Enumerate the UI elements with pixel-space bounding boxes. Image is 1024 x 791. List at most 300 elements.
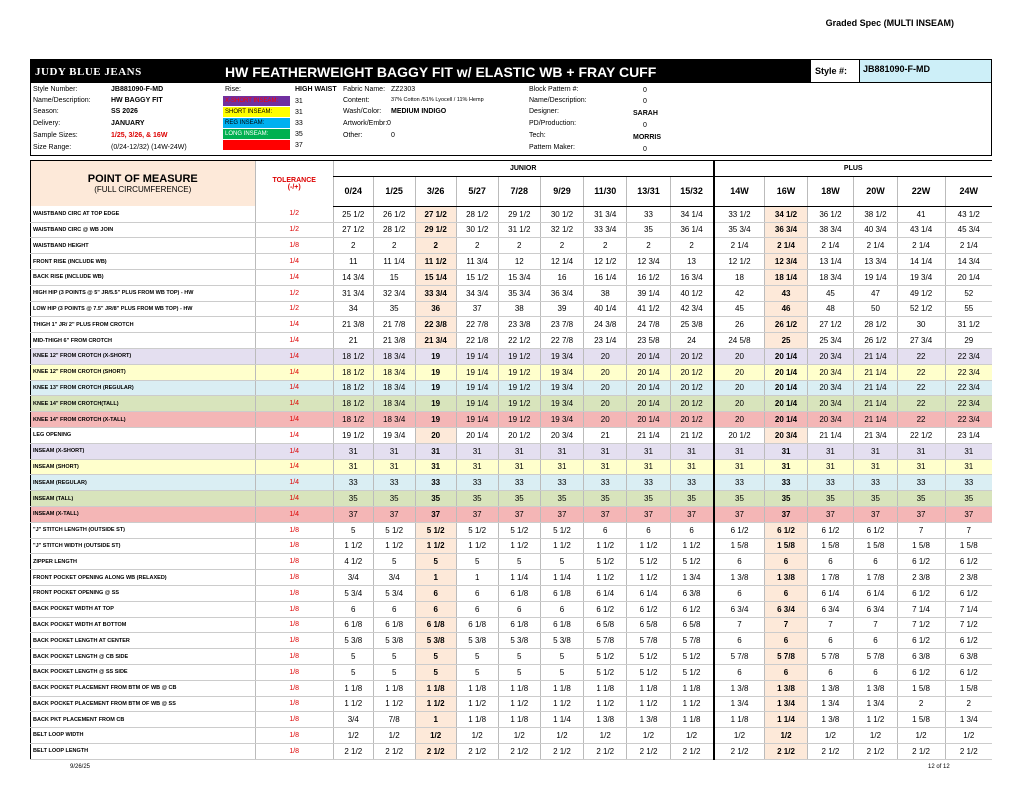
size-value: 23 1/4 [945, 427, 992, 443]
size-value: 20 3/4 [807, 380, 854, 396]
size-value: 35 [945, 491, 992, 507]
size-value: 6 1/4 [584, 585, 627, 601]
size-value: 20 1/4 [627, 364, 670, 380]
size-value: 1/2 [415, 728, 456, 744]
size-value: 1/2 [807, 728, 854, 744]
size-value: 39 [540, 301, 583, 317]
pom-name: BACK POCKET PLACEMENT FROM BTM OF WB @ CB [31, 680, 256, 696]
size-value: 19 1/4 [854, 269, 897, 285]
size-value: 32 3/4 [373, 285, 415, 301]
size-value: 2 [456, 238, 498, 254]
size-value: 2 [584, 238, 627, 254]
size-value: 25 3/4 [807, 333, 854, 349]
size-value: 36 1/2 [807, 206, 854, 222]
size-value: 19 1/2 [498, 348, 540, 364]
size-value: 35 [373, 491, 415, 507]
info-value: 0 [387, 120, 391, 127]
size-value: 6 1/4 [627, 585, 670, 601]
size-value: 5 1/2 [670, 664, 713, 680]
size-value: 38 [584, 285, 627, 301]
size-value: 1 1/2 [854, 712, 897, 728]
size-value: 37 [945, 506, 992, 522]
size-value: 1 1/2 [584, 696, 627, 712]
info-value: 0 [643, 98, 647, 105]
size-value: 33 [627, 475, 670, 491]
size-value: 6 [854, 664, 897, 680]
size-value: 1 1/2 [333, 696, 373, 712]
size-value: 6 [807, 633, 854, 649]
size-value: 2 3/8 [897, 570, 945, 586]
size-value: 20 1/2 [670, 364, 713, 380]
inseam-label: REG INSEAM: [223, 118, 290, 128]
size-value: 6 1/8 [498, 585, 540, 601]
info-label: Fabric Name: [343, 86, 386, 93]
size-value: 14 3/4 [945, 254, 992, 270]
size-value: 24 [670, 333, 713, 349]
size-value: 31 [670, 459, 713, 475]
size-value: 20 [584, 364, 627, 380]
size-value: 1/2 [714, 728, 765, 744]
pom-name: ZIPPER LENGTH [31, 554, 256, 570]
size-value: 20 [415, 427, 456, 443]
size-value: 22 3/4 [945, 412, 992, 428]
size-value: 20 1/2 [670, 348, 713, 364]
size-value: 15 1/4 [415, 269, 456, 285]
measurement-row [31, 317, 993, 333]
size-value: 7 [765, 617, 807, 633]
size-value: 1 3/8 [765, 570, 807, 586]
size-value: 19 [415, 380, 456, 396]
size-value: 29 1/2 [498, 206, 540, 222]
size-value: 1 1/2 [627, 570, 670, 586]
size-value: 33 [670, 475, 713, 491]
measurement-row [31, 333, 993, 349]
measurement-row [31, 570, 993, 586]
size-value: 20 1/4 [627, 348, 670, 364]
size-value: 11 [333, 254, 373, 270]
size-value: 1 1/2 [415, 538, 456, 554]
size-value: 6 [373, 601, 415, 617]
size-value: 6 [540, 601, 583, 617]
size-value: 6 5/8 [584, 617, 627, 633]
info-value: MORRIS [633, 134, 661, 141]
size-value: 5 [456, 649, 498, 665]
size-value: 36 3/4 [765, 222, 807, 238]
info-block [30, 83, 992, 156]
size-value: 5 [333, 522, 373, 538]
info-value: 0 [643, 122, 647, 129]
size-value: 20 [714, 396, 765, 412]
size-value: 1/2 [897, 728, 945, 744]
size-value: 30 1/2 [456, 222, 498, 238]
measurement-row [31, 696, 993, 712]
size-value: 26 1/2 [854, 333, 897, 349]
size-value: 19 3/4 [373, 427, 415, 443]
measurement-row [31, 443, 993, 459]
size-value: 1 [415, 570, 456, 586]
size-header: 14W [714, 176, 765, 206]
style-number-value: JB881090-F-MD [860, 60, 991, 82]
size-value: 31 3/4 [333, 285, 373, 301]
size-value: 14 3/4 [333, 269, 373, 285]
size-value: 30 1/2 [540, 206, 583, 222]
tolerance-value: 1/4 [255, 443, 333, 459]
tolerance-value: 1/8 [255, 649, 333, 665]
size-value: 5 1/2 [584, 664, 627, 680]
pom-name: HIGH HIP (3 POINTS @ 5" JR/5.5" PLUS FROM WB TOP) - HW [31, 285, 256, 301]
size-value: 1 3/8 [854, 680, 897, 696]
size-value: 25 3/8 [670, 317, 713, 333]
size-value: 31 [540, 443, 583, 459]
size-value: 6 1/2 [945, 664, 992, 680]
size-value: 20 1/2 [714, 427, 765, 443]
size-value: 33 1/2 [714, 206, 765, 222]
size-value: 35 [807, 491, 854, 507]
size-value: 52 1/2 [897, 301, 945, 317]
info-label: Name/Description: [529, 97, 587, 104]
size-value: 6 3/8 [945, 649, 992, 665]
size-value: 5 [456, 664, 498, 680]
size-value: 21 3/4 [854, 427, 897, 443]
size-value: 22 3/4 [945, 348, 992, 364]
size-value: 6 1/8 [456, 617, 498, 633]
size-value: 15 [373, 269, 415, 285]
size-value: 6 1/4 [807, 585, 854, 601]
measurement-row [31, 554, 993, 570]
size-value: 11 1/4 [373, 254, 415, 270]
size-value: 1 7/8 [807, 570, 854, 586]
size-value: 37 [897, 506, 945, 522]
size-value: 19 1/4 [456, 380, 498, 396]
size-value: 1 3/4 [854, 696, 897, 712]
size-value: 20 1/4 [627, 380, 670, 396]
size-value: 11 3/4 [456, 254, 498, 270]
size-value: 38 1/2 [854, 206, 897, 222]
size-value: 21 3/4 [415, 333, 456, 349]
size-value: 6 1/2 [807, 522, 854, 538]
size-value: 5 [540, 649, 583, 665]
tolerance-value: 1/4 [255, 459, 333, 475]
tolerance-value: 1/4 [255, 475, 333, 491]
measurement-row [31, 649, 993, 665]
size-value: 20 1/4 [627, 396, 670, 412]
info-value: JB881090-F-MD [111, 86, 164, 93]
size-value: 6 [333, 601, 373, 617]
size-value: 19 1/4 [456, 396, 498, 412]
size-value: 43 [765, 285, 807, 301]
tolerance-value: 1/4 [255, 412, 333, 428]
size-value: 6 1/2 [627, 601, 670, 617]
size-value: 21 7/8 [373, 317, 415, 333]
info-value: SS 2026 [111, 108, 138, 115]
size-value: 1 5/8 [945, 538, 992, 554]
pom-name: LOW HIP (3 POINTS @ 7.5" JR/8" PLUS FROM WB TOP) - HW [31, 301, 256, 317]
measurement-row [31, 348, 993, 364]
size-value: 6 1/2 [670, 601, 713, 617]
size-value: 2 1/4 [854, 238, 897, 254]
measurement-row [31, 743, 993, 759]
size-value: 5 [498, 649, 540, 665]
size-value: 7 [807, 617, 854, 633]
size-value: 43 1/2 [945, 206, 992, 222]
size-value: 1/2 [456, 728, 498, 744]
size-value: 20 [584, 396, 627, 412]
size-value: 40 3/4 [854, 222, 897, 238]
info-value: 0 [643, 146, 647, 153]
size-value: 37 [765, 506, 807, 522]
size-value: 3/4 [333, 570, 373, 586]
tolerance-value: 1/4 [255, 427, 333, 443]
size-value: 31 [854, 443, 897, 459]
measurement-row [31, 491, 993, 507]
size-value: 20 3/4 [807, 412, 854, 428]
size-value: 16 [540, 269, 583, 285]
info-value: SARAH [633, 110, 658, 117]
size-value: 21 [333, 333, 373, 349]
plus-group-header: PLUS [714, 161, 992, 177]
size-value: 1 1/8 [627, 680, 670, 696]
size-value: 30 [897, 317, 945, 333]
size-value: 46 [765, 301, 807, 317]
size-value: 42 3/4 [670, 301, 713, 317]
size-value: 37 [373, 506, 415, 522]
size-value: 28 1/2 [854, 317, 897, 333]
size-value: 2 1/2 [765, 743, 807, 759]
size-value: 5 3/4 [333, 585, 373, 601]
size-value: 31 [897, 459, 945, 475]
size-value: 18 1/2 [333, 364, 373, 380]
size-value: 6 1/2 [897, 664, 945, 680]
size-value: 35 [627, 491, 670, 507]
size-value: 1 5/8 [897, 712, 945, 728]
tolerance-value: 1/8 [255, 238, 333, 254]
size-value: 6 1/8 [540, 617, 583, 633]
size-value: 31 1/2 [498, 222, 540, 238]
size-value: 5 [415, 664, 456, 680]
size-value: 31 [498, 459, 540, 475]
size-value: 7/8 [373, 712, 415, 728]
size-value: 2 1/2 [627, 743, 670, 759]
size-value: 36 1/4 [670, 222, 713, 238]
size-value: 31 1/2 [945, 317, 992, 333]
size-header: 24W [945, 176, 992, 206]
size-value: 12 3/4 [765, 254, 807, 270]
size-value: 1 1/8 [498, 712, 540, 728]
size-value: 6 [714, 554, 765, 570]
info-value: HW BAGGY FIT [111, 97, 163, 104]
size-value: 37 [333, 506, 373, 522]
size-value: 1 1/8 [373, 680, 415, 696]
info-label: Pattern Maker: [529, 144, 575, 151]
size-value: 20 [714, 380, 765, 396]
size-value: 20 3/4 [807, 348, 854, 364]
pom-subtitle: (FULL CIRCUMFERENCE) [94, 185, 192, 195]
size-value: 5 3/8 [415, 633, 456, 649]
size-value: 5 [373, 664, 415, 680]
size-value: 2 [670, 238, 713, 254]
size-value: 18 1/4 [765, 269, 807, 285]
size-value: 20 1/4 [945, 269, 992, 285]
size-value: 28 1/2 [373, 222, 415, 238]
size-value: 20 [584, 412, 627, 428]
size-value: 5 3/8 [373, 633, 415, 649]
size-value: 1/2 [373, 728, 415, 744]
tolerance-value: 1/4 [255, 380, 333, 396]
size-value: 1 1/8 [333, 680, 373, 696]
size-value: 1 3/4 [714, 696, 765, 712]
size-value: 22 7/8 [456, 317, 498, 333]
size-value: 5 3/8 [498, 633, 540, 649]
size-value: 33 [807, 475, 854, 491]
size-value: 38 [498, 301, 540, 317]
size-value: 5 [333, 664, 373, 680]
size-value: 2 1/4 [807, 238, 854, 254]
size-value: 2 3/8 [945, 570, 992, 586]
tolerance-subtitle: (-/+) [287, 183, 301, 191]
size-value: 2 [897, 696, 945, 712]
size-value: 2 1/4 [714, 238, 765, 254]
size-value: 21 1/4 [854, 348, 897, 364]
pom-header [31, 161, 256, 207]
size-value: 1 [456, 570, 498, 586]
size-value: 35 [854, 491, 897, 507]
size-value: 33 [333, 475, 373, 491]
size-value: 26 [714, 317, 765, 333]
size-value: 35 [415, 491, 456, 507]
size-value: 18 1/2 [333, 348, 373, 364]
size-value: 6 1/2 [897, 633, 945, 649]
size-value: 5 [373, 649, 415, 665]
size-value: 37 [456, 301, 498, 317]
size-value: 23 1/4 [584, 333, 627, 349]
size-value: 19 1/2 [498, 412, 540, 428]
size-value: 20 1/4 [765, 348, 807, 364]
size-value: 5 1/2 [456, 522, 498, 538]
size-value: 1 1/2 [584, 538, 627, 554]
tolerance-value: 1/4 [255, 506, 333, 522]
size-value: 1 1/2 [670, 696, 713, 712]
info-value: (0/24-12/32) (14W-24W) [111, 144, 187, 151]
size-value: 40 1/2 [670, 285, 713, 301]
tolerance-value: 1/8 [255, 664, 333, 680]
size-value: 21 [584, 427, 627, 443]
size-value: 1 5/8 [807, 538, 854, 554]
size-value: 11 1/2 [415, 254, 456, 270]
pom-name: KNEE 13" FROM CROTCH (REGULAR) [31, 380, 256, 396]
size-value: 20 1/2 [670, 380, 713, 396]
size-value: 31 [456, 459, 498, 475]
size-value: 22 [897, 348, 945, 364]
size-value: 5 [540, 664, 583, 680]
size-value: 33 [627, 206, 670, 222]
size-value: 5 7/8 [584, 633, 627, 649]
size-value: 19 1/4 [456, 364, 498, 380]
size-value: 22 1/2 [498, 333, 540, 349]
size-value: 2 [373, 238, 415, 254]
size-value: 13 [670, 254, 713, 270]
info-label: Rise: [225, 86, 241, 93]
size-value: 6 1/2 [897, 554, 945, 570]
size-value: 2 [498, 238, 540, 254]
size-value: 27 1/2 [333, 222, 373, 238]
measurement-row [31, 506, 993, 522]
size-value: 1 3/4 [945, 712, 992, 728]
size-header: 1/25 [373, 176, 415, 206]
size-value: 7 1/2 [945, 617, 992, 633]
size-value: 1 3/8 [807, 680, 854, 696]
size-value: 6 [854, 633, 897, 649]
size-value: 39 1/4 [627, 285, 670, 301]
size-value: 35 [897, 491, 945, 507]
size-value: 12 1/2 [584, 254, 627, 270]
size-value: 45 [714, 301, 765, 317]
size-header: 11/30 [584, 176, 627, 206]
size-value: 21 1/4 [854, 364, 897, 380]
size-value: 1 5/8 [897, 680, 945, 696]
size-value: 5 1/2 [627, 554, 670, 570]
size-value: 31 [854, 459, 897, 475]
pom-name: FRONT POCKET OPENING @ SS [31, 585, 256, 601]
measurement-row [31, 712, 993, 728]
size-value: 24 7/8 [627, 317, 670, 333]
size-value: 1 1/2 [627, 538, 670, 554]
size-value: 6 [807, 664, 854, 680]
info-label: Sample Sizes: [33, 132, 78, 139]
size-value: 5 [373, 554, 415, 570]
size-header: 7/28 [498, 176, 540, 206]
size-value: 33 3/4 [584, 222, 627, 238]
size-value: 5 1/2 [584, 649, 627, 665]
size-value: 6 3/4 [854, 601, 897, 617]
size-value: 35 [540, 491, 583, 507]
size-value: 31 [670, 443, 713, 459]
size-value: 22 [897, 396, 945, 412]
size-value: 48 [807, 301, 854, 317]
size-value: 1 3/8 [765, 680, 807, 696]
size-value: 23 7/8 [540, 317, 583, 333]
size-value: 2 1/2 [415, 743, 456, 759]
measurement-row [31, 538, 993, 554]
size-value: 37 [415, 506, 456, 522]
tolerance-value: 1/2 [255, 285, 333, 301]
size-value: 18 3/4 [373, 348, 415, 364]
size-value: 33 [498, 475, 540, 491]
size-value: 5 [333, 649, 373, 665]
size-value: 2 1/2 [540, 743, 583, 759]
size-value: 34 [333, 301, 373, 317]
size-value: 20 1/2 [498, 427, 540, 443]
junior-group-header: JUNIOR [333, 161, 713, 177]
size-value: 1 1/2 [498, 538, 540, 554]
pom-name: BACK POCKET LENGTH AT CENTER [31, 633, 256, 649]
size-value: 4 1/2 [333, 554, 373, 570]
measurement-row [31, 585, 993, 601]
info-label: Artwork/Embr: [343, 120, 388, 127]
pom-name: BELT LOOP WIDTH [31, 728, 256, 744]
size-value: 33 [897, 475, 945, 491]
size-value: 1 1/8 [714, 712, 765, 728]
size-value: 27 1/2 [807, 317, 854, 333]
info-label: Designer: [529, 108, 559, 115]
size-value: 26 1/2 [373, 206, 415, 222]
size-value: 19 3/4 [540, 380, 583, 396]
size-value: 35 [373, 301, 415, 317]
pom-name: INSEAM (X-TALL) [31, 506, 256, 522]
info-label: Delivery: [33, 120, 61, 127]
size-value: 20 1/4 [765, 396, 807, 412]
size-value: 7 [945, 522, 992, 538]
size-value: 33 [714, 475, 765, 491]
